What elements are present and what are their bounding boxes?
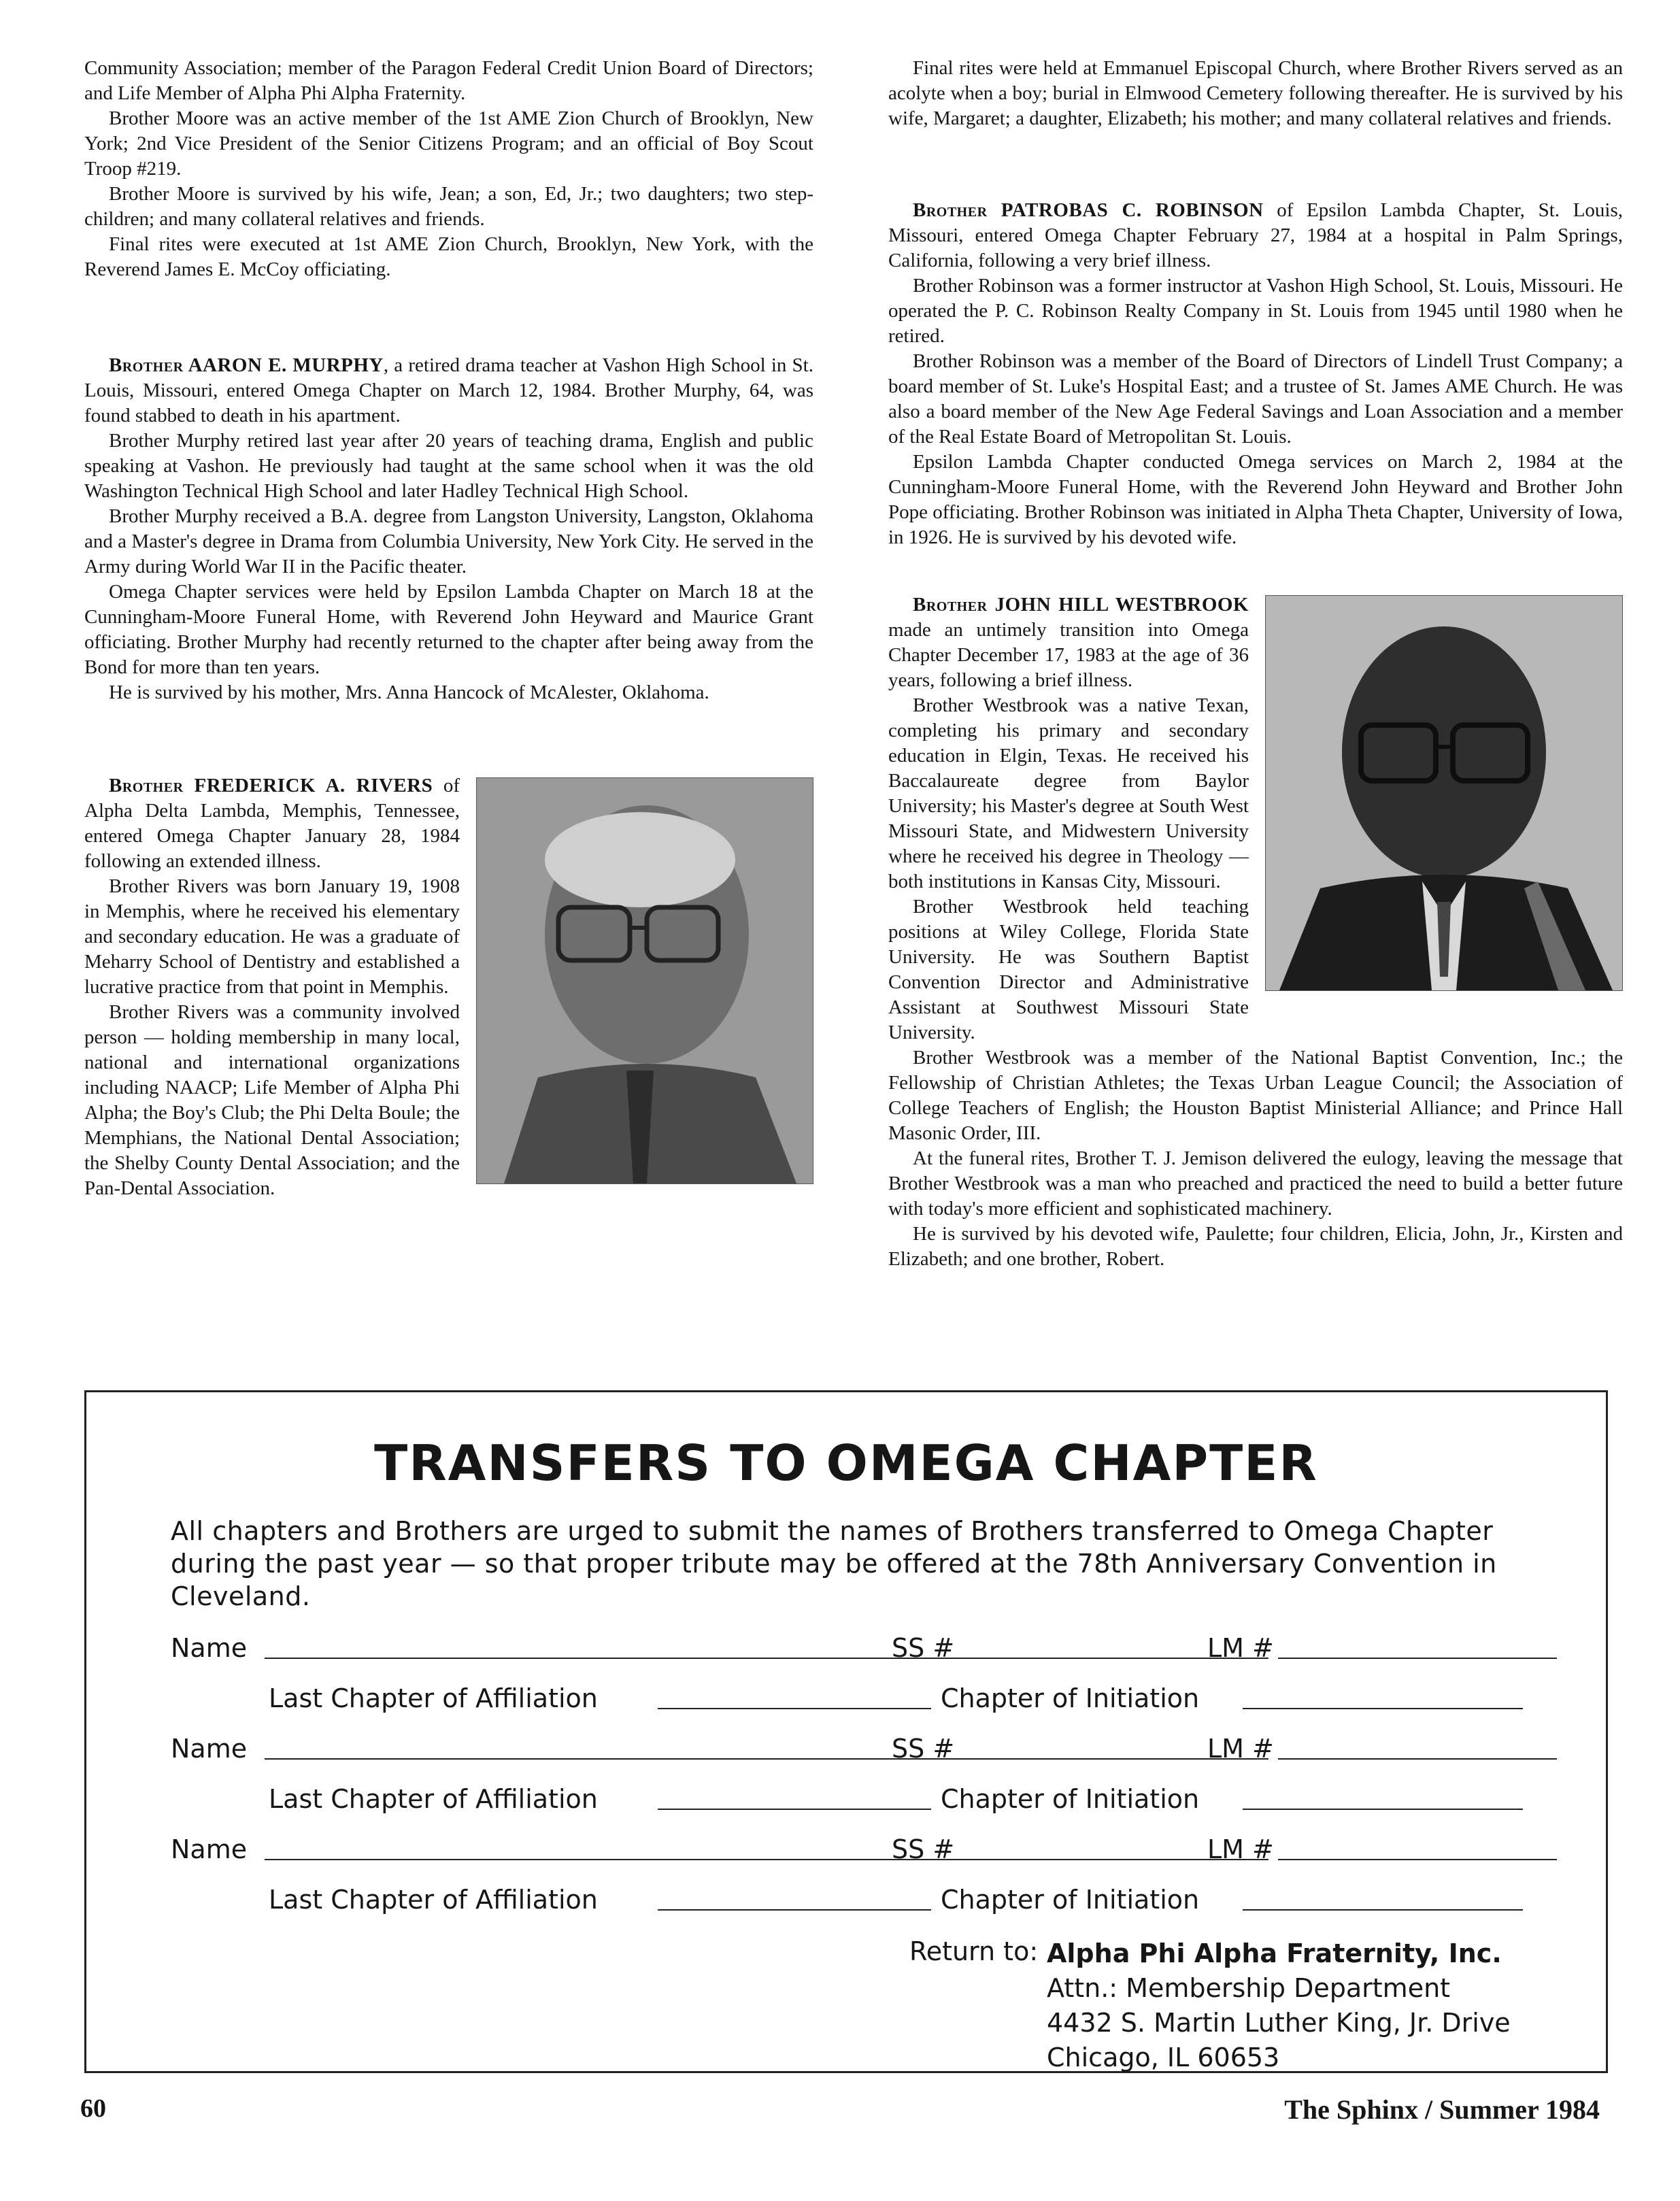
chapter-initiation-label: Chapter of Initiation bbox=[941, 1885, 1200, 1915]
lm-field-1[interactable] bbox=[1278, 1658, 1557, 1659]
section-spacer bbox=[84, 705, 813, 773]
name-label: Name bbox=[171, 1734, 248, 1764]
form-row-chapter-2 bbox=[86, 1780, 1610, 1814]
return-org: Alpha Phi Alpha Fraternity, Inc. bbox=[1047, 1938, 1502, 1968]
chapter-initiation-field-2[interactable] bbox=[1243, 1809, 1523, 1810]
rivers-final-paragraph: Final rites were held at Emmanuel Episcopal Church, where Brother Rivers served as an acolyte when a boy; burial in Elmwood Cemetery following thereafter. He is survived by his wife, Margaret; a daughter, Elizabeth; his mother; and many collateral relatives and friends. bbox=[888, 57, 1623, 129]
robinson-paragraph-1-text: of Epsilon Lambda Chapter, St. Louis, Missouri, entered Omega Chapter February 27, 1984 at a hospital in Palm Springs, California, following a very brief illness. bbox=[888, 199, 1623, 271]
page-number: 60 bbox=[80, 2094, 106, 2123]
last-chapter-label: Last Chapter of Affiliation bbox=[269, 1683, 598, 1713]
return-city: Chicago, IL 60653 bbox=[1047, 2043, 1280, 2072]
chapter-initiation-field-3[interactable] bbox=[1243, 1909, 1523, 1911]
moore-paragraph-3: Brother Moore is survived by his wife, Jean; a son, Ed, Jr.; two daughters; two step-children; and many collateral relatives and friends. bbox=[84, 183, 813, 230]
westbrook-paragraph-3: Brother Westbrook held teaching positions at Wiley College, Florida State University. He was Southern Baptist Convention Director and Administrative Assistant at Southwest Missouri State University. bbox=[888, 896, 1249, 1043]
murphy-paragraph-1 bbox=[84, 353, 813, 429]
murphy-paragraph-4: Omega Chapter services were held by Epsilon Lambda Chapter on March 18 at the Cunningham-Moore Funeral Home, with Reverend John Heyward and Maurice Grant officiating. Brother Murphy had recently returned to the chapter after being away from the Bond for more than ten years. bbox=[84, 581, 813, 678]
westbrook-portrait-image bbox=[1266, 596, 1622, 990]
transfers-intro: All chapters and Brothers are urged to submit the names of Brothers transferred to Omega Chapter during the past year — so that proper tribute may be offered at the 78th Anniversary Convention in Cleveland. bbox=[171, 1516, 1497, 1611]
lm-field-3[interactable] bbox=[1278, 1859, 1557, 1860]
transfers-form-box bbox=[84, 1390, 1608, 2073]
last-chapter-label: Last Chapter of Affiliation bbox=[269, 1784, 598, 1814]
last-chapter-field-3[interactable] bbox=[658, 1909, 931, 1911]
last-chapter-field-2[interactable] bbox=[658, 1809, 931, 1810]
rivers-paragraph-1-text: of Alpha Delta Lambda, Memphis, Tennessee, entered Omega Chapter January 28, 1984 following an extended illness. bbox=[84, 775, 460, 872]
rivers-paragraph-3: Brother Rivers was a community involved person — holding membership in many local, national and international organizations including NAACP; Life Member of Alpha Phi Alpha; the Boy's Club; the Phi Delta Boule; the Memphians, the National Dental Association; the Shelby County Dental Association; and the Pan-Dental Association. bbox=[84, 1001, 460, 1199]
obituary-moore bbox=[84, 56, 813, 282]
murphy-name: Brother AARON E. MURPHY bbox=[109, 354, 384, 376]
rivers-paragraph-2: Brother Rivers was born January 19, 1908 in Memphis, where he received his elementary and secondary education. He was a graduate of Meharry School of Dentistry and established a lucrative practice from that point in Memphis. bbox=[84, 875, 460, 998]
robinson-paragraph-2: Brother Robinson was a former instructor at Vashon High School, St. Louis, Missouri. He operated the P. C. Robinson Realty Company in St. Louis from 1945 until 1980 when he retired. bbox=[888, 275, 1623, 347]
lm-label: LM # bbox=[1207, 1633, 1274, 1663]
westbrook-portrait-photo bbox=[1265, 595, 1623, 991]
westbrook-paragraph-4: Brother Westbrook was a member of the National Baptist Convention, Inc.; the Fellowship of Christian Athletes; the Texas Urban League Council; the Association of College Teachers of English; the Houston Baptist Ministerial Alliance; and Prince Hall Masonic Order, III. bbox=[888, 1047, 1623, 1144]
last-chapter-field-1[interactable] bbox=[658, 1708, 931, 1709]
section-spacer bbox=[888, 550, 1623, 592]
obituary-rivers bbox=[84, 773, 813, 1201]
robinson-paragraph-1 bbox=[888, 198, 1623, 273]
westbrook-paragraph-6: He is survived by his devoted wife, Paulette; four children, Elicia, John, Jr., Kirsten and Elizabeth; and one brother, Robert. bbox=[888, 1223, 1623, 1270]
chapter-initiation-field-1[interactable] bbox=[1243, 1708, 1523, 1709]
westbrook-paragraph-5: At the funeral rites, Brother T. J. Jemison delivered the eulogy, leaving the message that Brother Westbrook was a man who preached and practiced the need to build a better future with today's more efficient and sophisticated machinery. bbox=[888, 1147, 1623, 1220]
section-spacer bbox=[888, 131, 1623, 198]
lm-field-2[interactable] bbox=[1278, 1758, 1557, 1760]
westbrook-paragraph-1-text: made an untimely transition into Omega Chapter December 17, 1983 at the age of 36 years, following a brief illness. bbox=[888, 619, 1249, 691]
westbrook-paragraph-2: Brother Westbrook was a native Texan, completing his primary and secondary education in Elgin, Texas. He received his Baccalaureate degree from Baylor University; his Master's degree at South West Missouri State, and Midwestern University where he received his degree in Theology — both institutions in Kansas City, Missouri. bbox=[888, 694, 1249, 892]
robinson-name: Brother PATROBAS C. ROBINSON bbox=[913, 199, 1264, 221]
rivers-portrait-image bbox=[477, 778, 813, 1183]
section-spacer bbox=[84, 282, 813, 353]
lm-label: LM # bbox=[1207, 1834, 1274, 1864]
right-column bbox=[888, 56, 1623, 1272]
westbrook-name: Brother JOHN HILL WESTBROOK bbox=[913, 594, 1249, 616]
return-attn: Attn.: Membership Department bbox=[1047, 1973, 1451, 2003]
form-row-name-1 bbox=[86, 1629, 1610, 1663]
chapter-initiation-label: Chapter of Initiation bbox=[941, 1784, 1200, 1814]
form-row-name-2 bbox=[86, 1730, 1610, 1764]
murphy-paragraph-1-text: , a retired drama teacher at Vashon High School in St. Louis, Missouri, entered Omega Chapter on March 12, 1984. Brother Murphy, 64, was found stabbed to death in his apartment. bbox=[84, 354, 813, 426]
name-field-2[interactable] bbox=[265, 1758, 960, 1760]
last-chapter-label: Last Chapter of Affiliation bbox=[269, 1885, 598, 1915]
robinson-paragraph-4: Epsilon Lambda Chapter conducted Omega services on March 2, 1984 at the Cunningham-Moore Funeral Home, with the Reverend John Heyward and Brother John Pope officiating. Brother Robinson was initiated in Alpha Theta Chapter, University of Iowa, in 1926. He is survived by his devoted wife. bbox=[888, 451, 1623, 548]
name-field-3[interactable] bbox=[265, 1859, 960, 1860]
robinson-paragraph-3: Brother Robinson was a member of the Board of Directors of Lindell Trust Company; a board member of St. Luke's Hospital East; and a trustee of St. James AME Church. He was also a board member of the New Age Federal Savings and Loan Association and a member of the Real Estate Board of Metropolitan St. Louis. bbox=[888, 350, 1623, 448]
rivers-name: Brother FREDERICK A. RIVERS bbox=[109, 775, 433, 796]
transfers-title: TRANSFERS TO OMEGA CHAPTER bbox=[374, 1434, 1318, 1492]
name-label: Name bbox=[171, 1834, 248, 1864]
ss-label: SS # bbox=[892, 1834, 955, 1864]
name-field-1[interactable] bbox=[265, 1658, 960, 1659]
obituary-murphy bbox=[84, 353, 813, 705]
form-row-chapter-1 bbox=[86, 1679, 1610, 1713]
return-to-label: Return to: bbox=[909, 1936, 1039, 1966]
form-row-name-3 bbox=[86, 1830, 1610, 1864]
obituary-westbrook bbox=[888, 592, 1623, 1272]
lm-label: LM # bbox=[1207, 1734, 1274, 1764]
form-row-chapter-3 bbox=[86, 1881, 1610, 1915]
moore-paragraph-4: Final rites were executed at 1st AME Zion Church, Brooklyn, New York, with the Reverend James E. McCoy officiating. bbox=[84, 233, 813, 280]
ss-label: SS # bbox=[892, 1734, 955, 1764]
publication-footer: The Sphinx / Summer 1984 bbox=[1284, 2094, 1600, 2125]
rivers-portrait-photo bbox=[476, 777, 813, 1184]
obituary-robinson bbox=[888, 198, 1623, 550]
moore-paragraph-1: Community Association; member of the Paragon Federal Credit Union Board of Directors; and Life Member of Alpha Phi Alpha Fraternity. bbox=[84, 57, 813, 104]
murphy-paragraph-2: Brother Murphy retired last year after 20 years of teaching drama, English and public speaking at Vashon. He previously had taught at the same school when it was the old Washington Technical High School and later Hadley Technical High School. bbox=[84, 430, 813, 502]
murphy-paragraph-5: He is survived by his mother, Mrs. Anna Hancock of McAlester, Oklahoma. bbox=[109, 682, 709, 703]
moore-paragraph-2: Brother Moore was an active member of the 1st AME Zion Church of Brooklyn, New York; 2nd Vice President of the Senior Citizens Program; and an official of Boy Scout Troop #219. bbox=[84, 107, 813, 180]
murphy-paragraph-3: Brother Murphy received a B.A. degree from Langston University, Langston, Oklahoma and a Master's degree in Drama from Columbia University, New York City. He served in the Army during World War II in the Pacific theater. bbox=[84, 505, 813, 577]
return-street: 4432 S. Martin Luther King, Jr. Drive bbox=[1047, 2008, 1511, 2038]
chapter-initiation-label: Chapter of Initiation bbox=[941, 1683, 1200, 1713]
name-label: Name bbox=[171, 1633, 248, 1663]
return-address bbox=[1047, 1936, 1511, 2075]
left-column bbox=[84, 56, 813, 1201]
ss-label: SS # bbox=[892, 1633, 955, 1663]
